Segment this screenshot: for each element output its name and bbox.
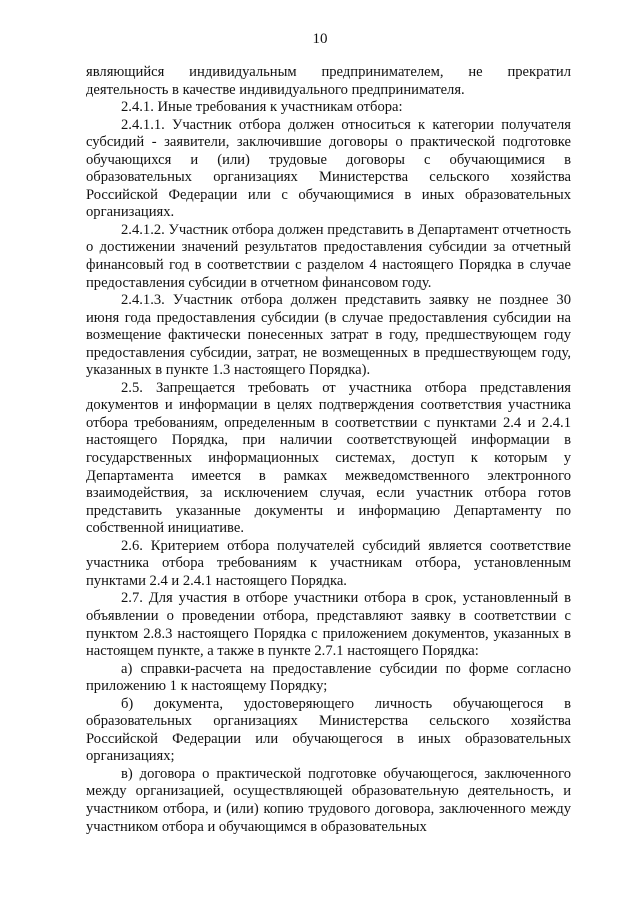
paragraph-2-6: 2.6. Критерием отбора получателей субсидий является соответствие участника отбора требованиям к участникам отбора, установленным пунктами 2.4 и 2.4.1 настоящего Порядка. <box>86 537 571 589</box>
paragraph-2-4-1: 2.4.1. Иные требования к участникам отбора: <box>121 99 403 116</box>
paragraph-2-4-1-2: 2.4.1.2. Участник отбора должен представить в Департамент отчетность о достижении значений результатов предоставления субсидии за отчетный финансовый год в соответствии с разделом 4 настоящего Порядка в случае предоставления субсидии в отчетном финансовом году. <box>86 221 571 291</box>
paragraph-2-5: 2.5. Запрещается требовать от участника отбора представления документов и информации в целях подтверждения соответствия участника отбора требованиям, определенным в соответствии с пунктами 2.4 и 2.4.1 настоящего Порядка, при наличии соответствующей информации в государственных информационных системах, доступ к которым у Департамента имеется в рамках межведомственного электронного взаимодействия, за исключением случая, если участник отбора готов представить указанные документы и информацию Департаменту по собственной инициативе. <box>86 379 571 537</box>
paragraph-2-4-1-3: 2.4.1.3. Участник отбора должен представить заявку не позднее 30 июня года предоставления субсидии (в случае предоставления субсидии на возмещение фактически понесенных затрат в году, предшествующем году предоставления субсидии, затрат, не возмещенных в предшествующем году, указанных в пункте 1.3 настоящего Порядка). <box>86 292 571 379</box>
page-number: 10 <box>312 31 328 47</box>
list-item-v: в) договора о практической подготовке обучающегося, заключенного между организацией, осуществляющей образовательную деятельность, и участником отбора, и (или) копию трудового договора, заключенного между участником отбора и обучающимся в образовательных <box>86 765 571 835</box>
list-item-b: б) документа, удостоверяющего личность обучающегося в образовательных организациях Министерства сельского хозяйства Российской Федерации или обучающегося в иных образовательных организациях; <box>86 695 571 765</box>
document-body <box>86 64 571 836</box>
list-item-a: а) справки-расчета на предоставление субсидии по форме согласно приложению 1 к настоящему Порядку; <box>86 660 571 695</box>
paragraph-2-4-1-1: 2.4.1.1. Участник отбора должен относиться к категории получателя субсидий - заявители, заключившие договоры о практической подготовке обучающихся и (или) трудовые договоры с обучающимися в образовательных организациях Министерства сельского хозяйства Российской Федерации или с обучающимися в иных образовательных организациях. <box>86 116 571 221</box>
paragraph-2-7: 2.7. Для участия в отборе участники отбора в срок, установленный в объявлении о проведении отбора, представляют заявку в соответствии с пунктом 2.8.3 настоящего Порядка с приложением документов, указанных в настоящем пункте, а также в пункте 2.7.1 настоящего Порядка: <box>86 590 571 660</box>
paragraph-continuation: являющийся индивидуальным предпринимателем, не прекратил деятельность в качестве индивидуального предпринимателя. <box>86 64 571 98</box>
